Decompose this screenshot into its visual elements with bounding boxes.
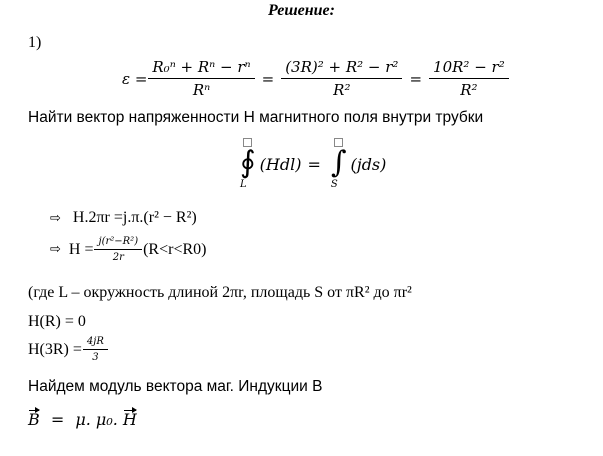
equals-sign: = — [307, 154, 321, 174]
fraction-3-numerator: 10R² − r² — [433, 58, 505, 76]
h-fraction-denominator: 2r — [94, 249, 142, 263]
h-3r-denominator: 3 — [83, 349, 108, 363]
fraction-3-denominator: R² — [429, 78, 509, 99]
equals-sign: = — [409, 69, 423, 88]
h-3r-fraction — [85, 336, 106, 363]
b-vector: B — [28, 410, 40, 429]
contour-integral-icon: ∮ — [240, 145, 256, 180]
epsilon-lhs: ε = — [122, 69, 148, 88]
implies-arrow-icon: ⇨ — [50, 211, 61, 226]
integral-equation — [236, 138, 386, 190]
find-b-text: Найдем модуль вектора маг. Индукции B — [28, 378, 323, 395]
integrand-left: (Hdl) — [259, 154, 302, 174]
epsilon-equation — [122, 58, 510, 99]
fraction-2 — [283, 58, 400, 99]
solution-title: Решение: — [268, 2, 335, 19]
equals-sign: = — [261, 69, 275, 88]
b-equation — [28, 410, 137, 429]
find-h-text: Найти вектор напряженности H магнитного поля внутри трубки — [28, 109, 484, 126]
integrand-right: (jds) — [350, 154, 387, 174]
h-vector: H — [122, 410, 137, 429]
h-r-text: H(R) = 0 — [28, 313, 86, 330]
integral-lower-limit-s: S — [330, 179, 338, 190]
fraction-3 — [431, 58, 507, 99]
h-2pir-line — [50, 209, 197, 227]
h-fraction-numerator: j(r²−R²) — [98, 236, 139, 247]
fraction-1-numerator: R₀ⁿ + Rⁿ − rⁿ — [152, 58, 251, 76]
h-equals-prefix: H = — [68, 240, 94, 258]
contour-integral — [240, 138, 256, 190]
h-2pir-text: H.2πr =j.π.(r² − R²) — [72, 209, 197, 226]
h-fraction — [96, 236, 140, 263]
fraction-2-numerator: (3R)² + R² − r² — [285, 58, 399, 76]
h-3r-line — [28, 336, 109, 363]
fraction-2-denominator: R² — [281, 78, 402, 99]
fraction-1 — [150, 58, 252, 99]
fraction-1-denominator: Rⁿ — [148, 78, 254, 99]
part-label: 1) — [28, 34, 42, 51]
where-text: (где L – окружность длиной 2πr, площадь S от πR² до πr² — [28, 284, 412, 301]
h-fraction-line — [50, 236, 206, 263]
h-3r-numerator: 4jR — [86, 336, 104, 347]
equals-sign: = — [50, 410, 65, 429]
surface-integral — [331, 138, 347, 190]
mu-product: μ. μ₀. — [75, 410, 118, 429]
integral-lower-limit-l: L — [240, 179, 247, 190]
h-range: (R<r<R0) — [143, 240, 207, 258]
h-3r-prefix: H(3R) = — [28, 340, 82, 358]
implies-arrow-icon: ⇨ — [50, 242, 61, 257]
integral-icon: ∫ — [330, 145, 347, 180]
